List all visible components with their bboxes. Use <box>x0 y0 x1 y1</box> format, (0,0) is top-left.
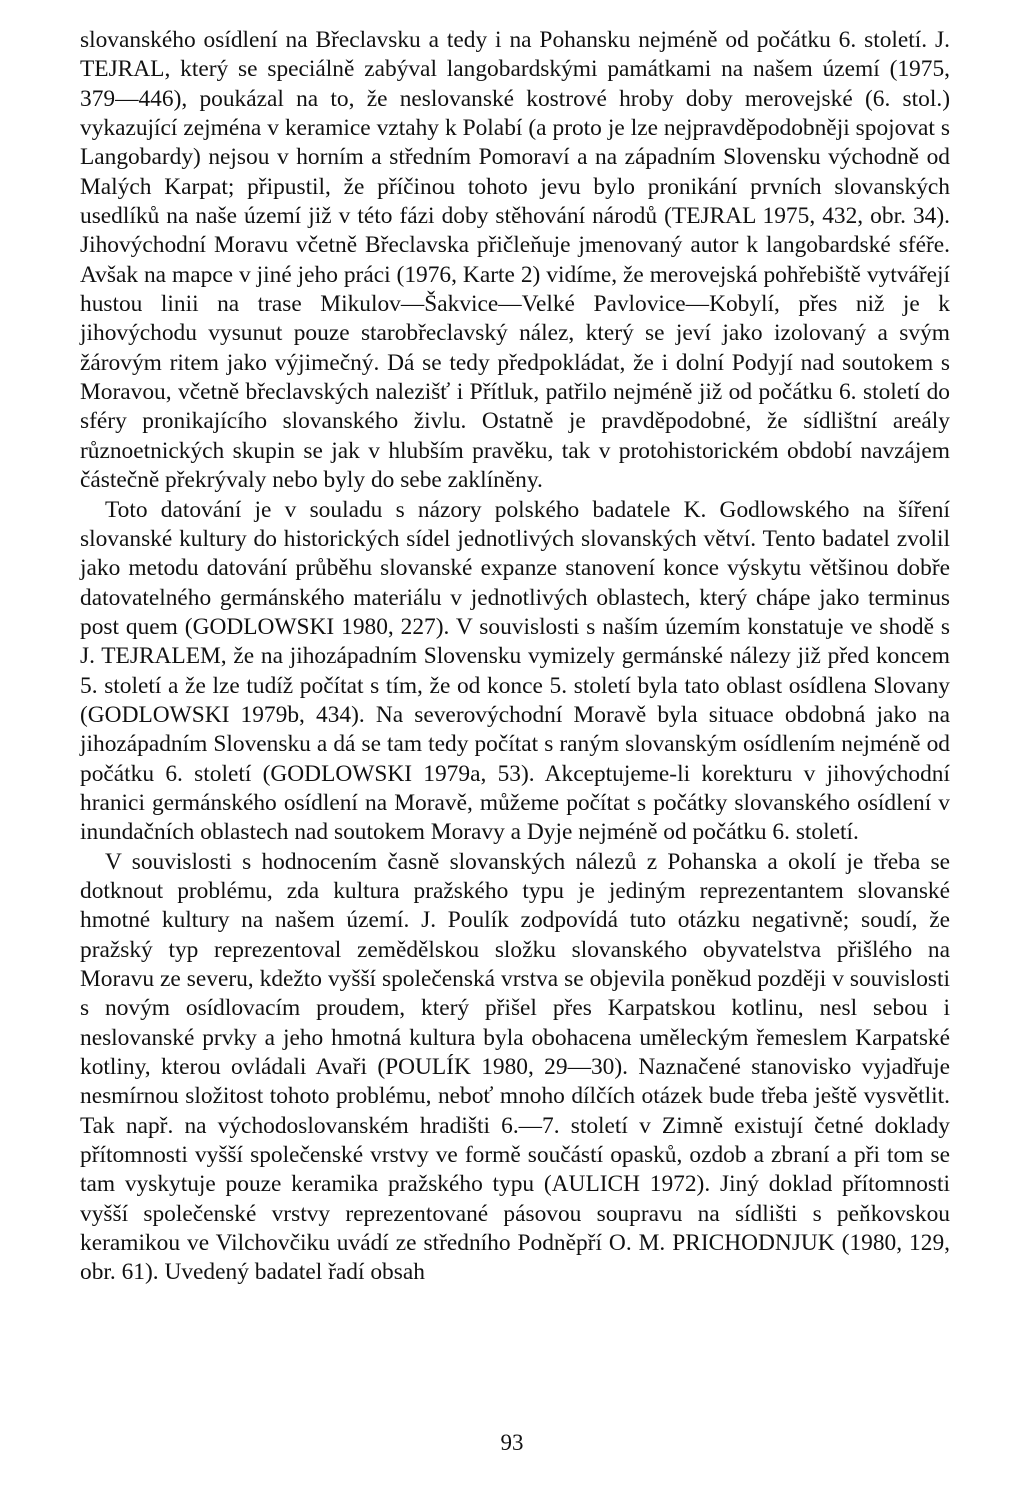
page-body <box>80 26 950 1288</box>
paragraph-continued: slovanského osídlení na Břeclavsku a tedy i na Pohansku nejméně od počátku 6. století. J. TEJRAL, který se speciálně zabýval langobardskými památkami na našem území (1975, 379—446), poukázal na to, že neslovanské kostrové hroby doby merovejské (6. stol.) vykazující zejména v keramice vztahy k Polabí (a proto je lze nejpravděpodobněji spojovat s Langobardy) nejsou v horním a středním Pomoraví a na západním Slovensku východně od Malých Karpat; připustil, že příčinou tohoto jevu bylo pronikání prvních slovanských usedlíků na naše území již v této fázi doby stěhování národů (TEJRAL 1975, 432, obr. 34). Jihovýchodní Moravu včetně Břeclavska přičleňuje jmenovaný autor k langobardské sféře. Avšak na mapce v jiné jeho práci (1976, Karte 2) vidíme, že merovejská pohřebiště vytvářejí hustou linii na trase Mikulov—Šakvice—Velké Pavlovice—Kobylí, přes niž je k jihovýchodu vysunut pouze starobřeclavský nález, který se jeví jako izolovaný a svým žárovým ritem jako výjimečný. Dá se tedy předpokládat, že i dolní Podyjí nad soutokem s Moravou, včetně břeclavských nalezišť i Přítluk, patřilo nejméně již od počátku 6. století do sféry pronikajícího slovanského živlu. Ostatně je pravděpodobné, že sídlištní areály různoetnických skupin se jak v hlubším pravěku, tak v protohistorickém období navzájem částečně překrývaly nebo byly do sebe zaklíněny. <box>80 27 950 494</box>
page-number: 93 <box>500 1430 524 1455</box>
paragraph-godlowski: Toto datování je v souladu s názory polského badatele K. Godlowského na šíření slovanské kultury do historických sídel jednotlivých slovanských větví. Tento badatel zvolil jako metodu datování průběhu slovanské expanze stanovení konce výskytu většinou dobře datovatelného germánského materiálu v jednotlivých oblastech, který chápe jako terminus post quem (GODLOWSKI 1980, 227). V souvislosti s naším územím konstatuje ve shodě s J. TEJRALEM, že na jihozápadním Slovensku vymizely germánské nálezy již před koncem 5. století a že lze tudíž počítat s tím, že od konce 5. století byla tato oblast osídlena Slovany (GODLOWSKI 1979b, 434). Na severovýchodní Moravě byla situace obdobná jako na jihozápadním Slovensku a dá se tam tedy počítat s raným slovanským osídlením nejméně od počátku 6. století (GODLOWSKI 1979a, 53). Akceptujeme-li korekturu v jihovýchodní hranici germánského osídlení na Moravě, můžeme počítat s počátky slovanského osídlení v inundačních oblastech nad soutokem Moravy a Dyje nejméně od počátku 6. století. <box>80 496 950 846</box>
paragraph-pohansko-finds: V souvislosti s hodnocením časně slovanských nálezů z Pohanska a okolí je třeba se dotknout problému, zda kultura pražského typu je jediným reprezentantem slovanské hmotné kultury na našem území. J. Poulík zodpovídá tuto otázku negativně; soudí, že pražský typ reprezentoval zemědělskou složku slovanského obyvatelstva přišlého na Moravu ze severu, kdežto vyšší společenská vrstva se objevila poněkud později v souvislosti s novým osídlovacím proudem, který přišel přes Karpatskou kotlinu, nesl sebou i neslovanské prvky a jeho hmotná kultura byla obohacena uměleckým řemeslem Karpatské kotliny, kterou ovládali Avaři (POULÍK 1980, 29—30). Naznačené stanovisko vyjadřuje nesmírnou složitost tohoto problému, neboť mnoho dílčích otázek bude třeba ještě vysvětlit. Tak např. na východoslovanském hradišti 6.—7. století v Zimně existují četné doklady přítomnosti vyšší společenské vrstvy ve formě součástí opasků, ozdob a zbraní a při tom se tam vyskytuje pouze keramika pražského typu (AULICH 1972). Jiný doklad přítomnosti vyšší společenské vrstvy reprezentované pásovou soupravu na sídlišti s peňkovskou keramikou ve Vilchovčiku uvádí ze středního Podněpří O. M. PRICHODNJUK (1980, 129, obr. 61). Uvedený badatel řadí obsah <box>80 848 950 1286</box>
